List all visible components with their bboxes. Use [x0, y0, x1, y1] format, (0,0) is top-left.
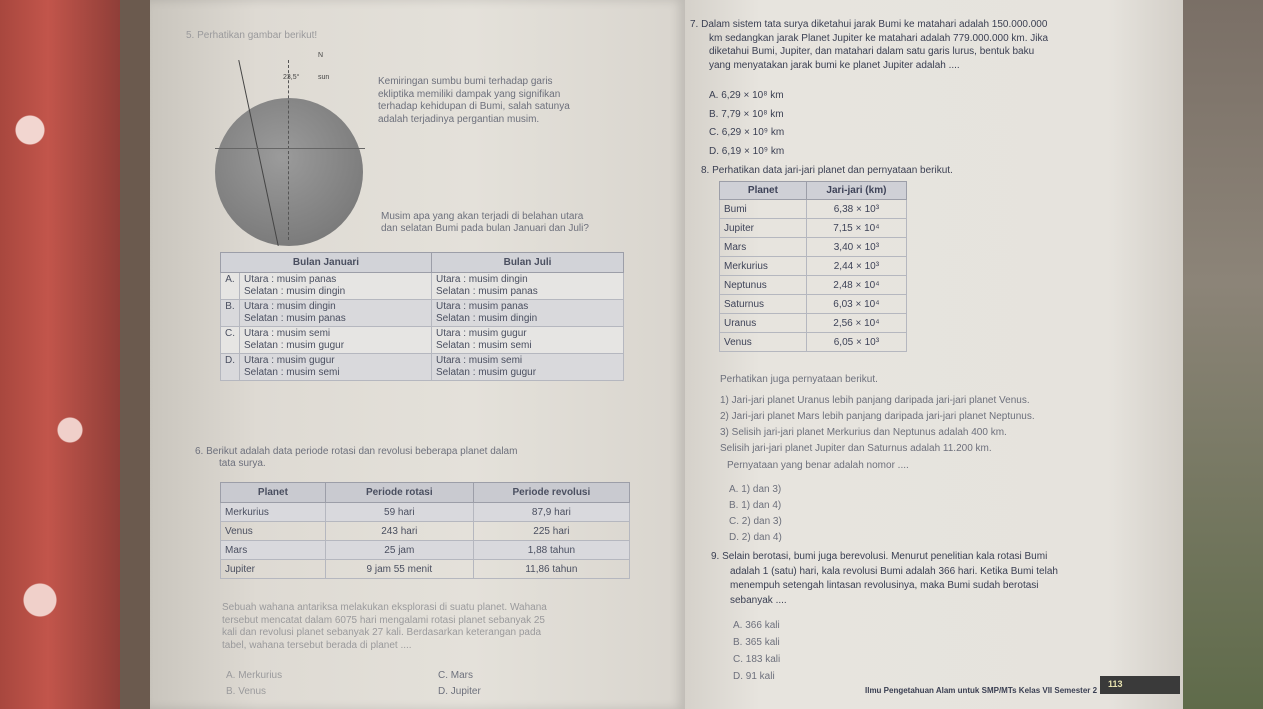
q9-option: A. 366 kali [733, 620, 780, 631]
q5-heading: 5. Perhatikan gambar berikut! [186, 30, 318, 41]
cell-line: Selatan : musim gugur [244, 340, 345, 351]
q6-intro-line: tata surya. [219, 458, 266, 469]
q9-option: C. 183 kali [733, 654, 781, 665]
q5-desc-line: adalah terjadinya pergantian musim. [378, 113, 540, 125]
cell-line: Selatan : musim semi [436, 340, 532, 351]
table-row [221, 273, 624, 300]
table-row [221, 541, 630, 560]
q7-line: diketahui Bumi, Jupiter, dan matahari dalam satu garis lurus, bentuk baku [709, 46, 1035, 57]
cell-line: Utara : musim dingin [244, 301, 336, 312]
table-cell: Merkurius [221, 503, 326, 522]
table-row [221, 522, 630, 541]
cell-line: Utara : musim panas [244, 274, 337, 285]
cell-line: Utara : musim semi [244, 328, 331, 339]
q9-line: 9. Selain berotasi, bumi juga berevolusi. Menurut penelitian kala rotasi Bumi [711, 551, 1048, 562]
q5-desc-line: Kemiringan sumbu bumi terhadap garis [378, 76, 553, 87]
table-cell [240, 273, 432, 300]
table-row [720, 200, 907, 219]
table-cell: 87,9 hari [473, 503, 629, 522]
season-table [220, 252, 624, 381]
table-cell [432, 354, 624, 381]
q8-subheading: Perhatikan juga pernyataan berikut. [720, 374, 878, 385]
planet-table-header [720, 182, 907, 200]
table-cell: Mars [720, 238, 807, 257]
header-planet: Planet [720, 182, 807, 200]
q5-desc-line: terhadap kehidupan di Bumi, salah satunya [378, 101, 570, 112]
q6-text-line: tabel, wahana tersebut berada di planet .... [222, 639, 412, 651]
q8-intro: 8. Perhatikan data jari-jari planet dan pernyataan berikut. [701, 165, 953, 176]
q9-line: adalah 1 (satu) hari, kala revolusi Bumi adalah 366 hari. Ketika Bumi telah [730, 565, 1058, 577]
background-cloth-right [1183, 0, 1263, 709]
header-radius: Jari-jari (km) [806, 182, 906, 200]
earth-axis-line [288, 60, 289, 240]
option-label: D. [221, 354, 240, 381]
table-cell [240, 327, 432, 354]
north-label: N [318, 52, 324, 59]
season-table-header [221, 253, 624, 273]
table-cell: 6,05 × 10³ [806, 333, 906, 352]
option-label: C. [221, 327, 240, 354]
q9-options [733, 617, 780, 685]
table-cell: 9 jam 55 menit [325, 560, 473, 579]
table-cell: 11,86 tahun [473, 560, 629, 579]
q8-option: C. 2) dan 3) [729, 516, 782, 527]
table-row [720, 257, 907, 276]
table-cell: 3,40 × 10³ [806, 238, 906, 257]
q5-question [381, 211, 589, 235]
table-row [720, 314, 907, 333]
cell-line: Selatan : musim gugur [436, 367, 537, 378]
q5-question-line: dan selatan Bumi pada bulan Januari dan Juli? [381, 223, 589, 234]
sun-label: sun [318, 74, 330, 81]
q8-option: D. 2) dan 4) [729, 532, 782, 543]
q8-ask: Pernyataan yang benar adalah nomor .... [727, 460, 909, 471]
q9-question [711, 550, 1058, 608]
cell-line: Selatan : musim dingin [436, 313, 538, 324]
q7-question [690, 18, 1048, 72]
ecliptic-line [215, 148, 365, 149]
cell-line: Selatan : musim dingin [244, 286, 346, 297]
cell-line: Utara : musim panas [436, 301, 529, 312]
header-revolution: Periode revolusi [473, 483, 629, 503]
table-cell: Bumi [720, 200, 807, 219]
table-cell [432, 300, 624, 327]
cell-line: Utara : musim semi [436, 355, 523, 366]
table-cell: Merkurius [720, 257, 807, 276]
q9-option: B. 365 kali [733, 637, 780, 648]
cell-line: Utara : musim dingin [436, 274, 528, 285]
q8-options [729, 482, 782, 546]
table-row [720, 295, 907, 314]
q6-text-line: Sebuah wahana antariksa melakukan eksplorasi di suatu planet. Wahana [222, 602, 547, 613]
q6-option-d: D. Jupiter [438, 686, 481, 697]
header-planet: Planet [221, 483, 326, 503]
q6-intro-line: 6. Berikut adalah data periode rotasi dan revolusi beberapa planet dalam [195, 446, 518, 457]
q8-statement: Selisih jari-jari planet Jupiter dan Saturnus adalah 11.200 km. [720, 443, 992, 454]
table-row [720, 238, 907, 257]
table-row [221, 354, 624, 381]
table-cell: 2,44 × 10³ [806, 257, 906, 276]
cell-line: Selatan : musim panas [436, 286, 538, 297]
rotation-table-header [221, 483, 630, 503]
table-row [720, 219, 907, 238]
q8-option: A. 1) dan 3) [729, 484, 782, 495]
q8-statement: 3) Selisih jari-jari planet Merkurius dan Neptunus adalah 400 km. [720, 427, 1007, 438]
q7-option: C. 6,29 × 10⁹ km [709, 127, 785, 138]
q5-desc-line: ekliptika memiliki dampak yang signifikan [378, 88, 561, 100]
option-label: B. [221, 300, 240, 327]
q6-option-a: A. Merkurius [226, 670, 283, 681]
q7-option: B. 7,79 × 10⁸ km [709, 108, 784, 120]
table-cell: 59 hari [325, 503, 473, 522]
table-cell: 2,56 × 10⁴ [806, 314, 906, 333]
table-cell [432, 327, 624, 354]
table-cell: Jupiter [221, 560, 326, 579]
q7-option: A. 6,29 × 10⁸ km [709, 90, 784, 101]
q7-options [709, 87, 784, 161]
table-cell: Neptunus [720, 276, 807, 295]
q8-statements [720, 393, 1035, 457]
q6-text-line: kali dan revolusi planet sebanyak 27 kali. Berdasarkan keterangan pada [222, 627, 542, 638]
table-cell: 2,48 × 10⁴ [806, 276, 906, 295]
q6-option-c: C. Mars [438, 670, 473, 681]
header-july: Bulan Juli [432, 253, 624, 273]
option-label: A. [221, 273, 240, 300]
earth-globe-illustration [215, 98, 363, 246]
q8-statement: 1) Jari-jari planet Uranus lebih panjang daripada jari-jari planet Venus. [720, 395, 1030, 406]
table-cell: Jupiter [720, 219, 807, 238]
table-cell: Venus [221, 522, 326, 541]
table-row [221, 327, 624, 354]
table-cell: 7,15 × 10⁴ [806, 219, 906, 238]
cell-line: Utara : musim gugur [436, 328, 527, 339]
table-cell: 1,88 tahun [473, 541, 629, 560]
table-cell: 6,38 × 10³ [806, 200, 906, 219]
header-rotation: Periode rotasi [325, 483, 473, 503]
table-cell: Uranus [720, 314, 807, 333]
rotation-table [220, 482, 630, 579]
table-row [720, 276, 907, 295]
table-cell: 225 hari [473, 522, 629, 541]
table-cell [432, 273, 624, 300]
q5-description [378, 76, 570, 126]
q9-line: menempuh setengah lintasan revolusinya, maka Bumi sudah berotasi [730, 580, 1039, 591]
planet-radius-table [719, 181, 907, 352]
q7-line: yang menyatakan jarak bumi ke planet Jupiter adalah .... [709, 59, 960, 71]
table-row [221, 300, 624, 327]
table-cell: Mars [221, 541, 326, 560]
cell-line: Utara : musim gugur [244, 355, 335, 366]
page-number: 113 [1100, 676, 1180, 694]
table-cell: Venus [720, 333, 807, 352]
q6-option-b: B. Venus [226, 686, 267, 697]
background-cloth-left [0, 0, 120, 709]
q5-question-line: Musim apa yang akan terjadi di belahan utara [381, 211, 584, 222]
q9-option: D. 91 kali [733, 671, 775, 682]
q6-text [222, 602, 547, 652]
q7-line: km sedangkan jarak Planet Jupiter ke matahari adalah 779.000.000 km. Jika [709, 32, 1049, 44]
q7-option: D. 6,19 × 10⁹ km [709, 145, 785, 157]
q8-option: B. 1) dan 4) [729, 500, 782, 511]
table-cell [240, 300, 432, 327]
table-cell: 243 hari [325, 522, 473, 541]
cell-line: Selatan : musim semi [244, 367, 340, 378]
q7-line: 7. Dalam sistem tata surya diketahui jarak Bumi ke matahari adalah 150.000.000 [690, 19, 1048, 30]
tilt-angle-label: 23,5° [283, 74, 300, 81]
cell-line: Selatan : musim panas [244, 313, 346, 324]
table-row [720, 333, 907, 352]
book-footer: Ilmu Pengetahuan Alam untuk SMP/MTs Kelas VII Semester 2 [865, 686, 1098, 695]
q6-intro [195, 446, 517, 470]
q9-line: sebanyak .... [730, 594, 787, 606]
table-row [221, 503, 630, 522]
table-row [221, 560, 630, 579]
q8-statement: 2) Jari-jari planet Mars lebih panjang daripada jari-jari planet Neptunus. [720, 411, 1035, 422]
table-cell: 6,03 × 10⁴ [806, 295, 906, 314]
q6-text-line: tersebut mencatat dalam 6075 hari mengalami rotasi planet sebanyak 25 [222, 614, 545, 626]
header-january: Bulan Januari [221, 253, 432, 273]
table-cell: Saturnus [720, 295, 807, 314]
table-cell [240, 354, 432, 381]
table-cell: 25 jam [325, 541, 473, 560]
